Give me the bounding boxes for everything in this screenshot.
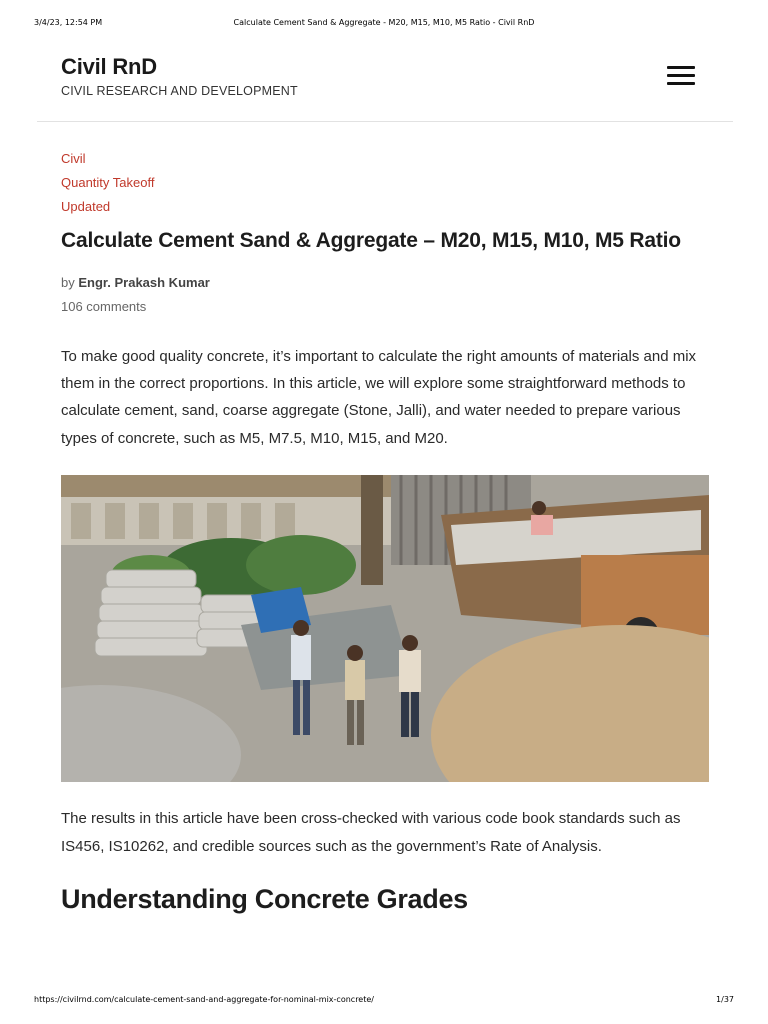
- site-title-link[interactable]: Civil RnD: [61, 54, 157, 79]
- byline: [61, 275, 210, 290]
- print-page-number: 1/37: [716, 995, 734, 1004]
- site-header: [37, 54, 733, 122]
- print-url: https://civilrnd.com/calculate-cement-sand-and-aggregate-for-nominal-mix-concrete/: [34, 995, 374, 1004]
- print-datetime: 3/4/23, 12:54 PM: [34, 18, 103, 27]
- post-title: Calculate Cement Sand & Aggregate – M20, M15, M10, M5 Ratio: [61, 229, 681, 252]
- menu-bar: [667, 74, 695, 77]
- author-link[interactable]: Engr. Prakash Kumar: [78, 275, 210, 290]
- site-tagline: CIVIL RESEARCH AND DEVELOPMENT: [61, 84, 298, 98]
- category-links: [61, 147, 154, 219]
- byline-prefix: by: [61, 275, 75, 290]
- menu-bar: [667, 66, 695, 69]
- category-link-quantity-takeoff[interactable]: Quantity Takeoff: [61, 175, 155, 190]
- hamburger-menu-icon[interactable]: [667, 66, 695, 88]
- results-paragraph: The results in this article have been cross-checked with various code book standards such as IS456, IS10262, and credible sources such as the government’s Rate of Analysis.: [61, 810, 681, 855]
- category-link-civil[interactable]: Civil: [61, 151, 86, 166]
- menu-bar: [667, 82, 695, 85]
- section-heading: Understanding Concrete Grades: [61, 884, 468, 914]
- intro-paragraph: To make good quality concrete, it’s important to calculate the right amounts of materials and mix them in the correct proportions. In this article, we will explore some straightforward methods to calculate cement, sand, coarse aggregate (Stone, Jalli), and water needed to prepare various types of concrete, such as M5, M7.5, M10, M15, and M20.: [61, 348, 697, 447]
- category-link-updated[interactable]: Updated: [61, 199, 111, 214]
- print-page-title: Calculate Cement Sand & Aggregate - M20, M15, M10, M5 Ratio - Civil RnD: [233, 18, 535, 27]
- construction-site-image: [61, 475, 709, 782]
- comments-link[interactable]: 106 comments: [61, 299, 147, 314]
